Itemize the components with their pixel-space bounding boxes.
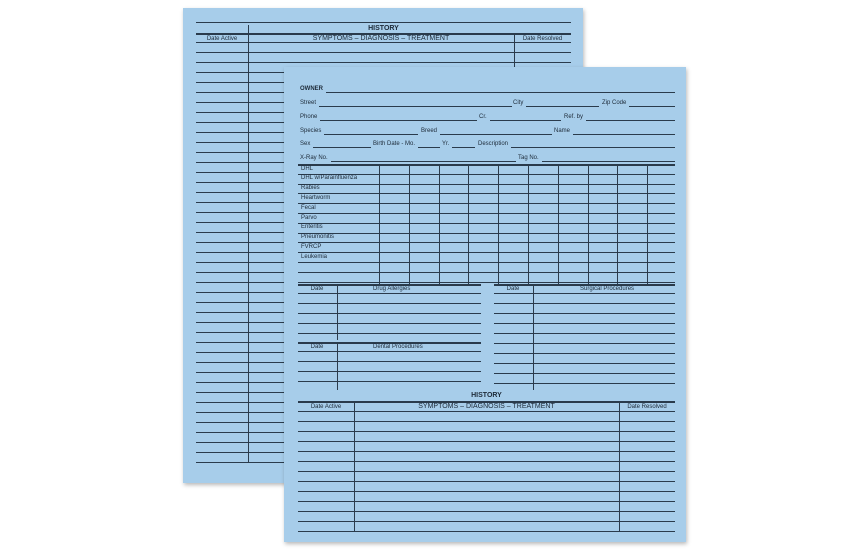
vaccine-date-column <box>409 164 410 284</box>
table-rule <box>298 293 481 294</box>
vaccine-label: DHL <box>301 165 314 172</box>
sex-label: Sex <box>300 141 311 147</box>
xray-label: X-Ray No. <box>300 155 328 161</box>
column-divider <box>248 25 249 462</box>
sex-field[interactable] <box>300 140 371 148</box>
tag-field[interactable] <box>518 154 675 162</box>
front-record-sheet <box>284 67 686 542</box>
vaccine-row-line <box>298 233 675 234</box>
street-label: Street <box>300 100 317 106</box>
surgical-row-line <box>494 323 675 324</box>
symptoms-header: SYMPTOMS – DIAGNOSIS – TREATMENT <box>418 403 555 410</box>
birth-year-label: Yr. <box>442 141 450 147</box>
breed-field[interactable] <box>421 127 552 135</box>
vaccine-label: FVRCP <box>301 243 322 250</box>
vaccine-date-column <box>468 164 469 284</box>
tag-label: Tag No. <box>518 155 539 161</box>
table-rule <box>298 323 481 324</box>
vaccine-date-column <box>617 164 618 284</box>
vaccine-row-line <box>298 262 675 263</box>
species-field[interactable] <box>300 127 418 135</box>
description-field[interactable] <box>478 140 675 148</box>
surgical-row-line <box>494 343 675 344</box>
breed-label: Breed <box>421 128 438 134</box>
vaccine-label: Pneumonitis <box>301 234 335 241</box>
vaccine-label: Rabies <box>301 185 320 192</box>
vaccine-date-column <box>588 164 589 284</box>
vaccine-label: Fecal <box>301 204 316 211</box>
species-label: Species <box>300 128 322 134</box>
surgical-row-line <box>494 313 675 314</box>
surgical-date-header: Date <box>506 286 520 292</box>
vaccine-row-line <box>298 252 675 253</box>
birth-year-field[interactable] <box>442 140 475 148</box>
history-title: HISTORY <box>368 25 399 32</box>
vaccine-date-column <box>558 164 559 284</box>
table-rule <box>298 333 481 334</box>
drug-allergies-title: Drug Allergies <box>373 286 411 292</box>
vaccine-label: Parvo <box>301 214 317 221</box>
vaccine-label: Enteritis <box>301 224 323 231</box>
cr-label: Cr. <box>479 114 487 120</box>
history-table <box>298 391 675 533</box>
column-divider <box>354 401 355 532</box>
vaccine-row-line <box>298 213 675 214</box>
birth-month-field[interactable] <box>373 140 440 148</box>
street-field[interactable] <box>300 99 512 107</box>
dental-title: Dental Procedures <box>373 344 423 350</box>
date-resolved-header: Date Resolved <box>627 404 667 410</box>
name-field[interactable] <box>554 127 675 135</box>
vaccine-date-column <box>528 164 529 284</box>
surgical-row-line <box>494 293 675 294</box>
surgical-row-line <box>494 383 675 384</box>
vaccine-date-column <box>439 164 440 284</box>
surgical-row-line <box>494 303 675 304</box>
column-divider <box>533 284 534 390</box>
vaccine-label: DHL w/Parainfluenza <box>301 175 358 182</box>
owner-field[interactable] <box>300 85 675 93</box>
vaccine-row-line <box>298 203 675 204</box>
history-top-rule <box>196 22 571 23</box>
symptoms-header: SYMPTOMS – DIAGNOSIS – TREATMENT <box>312 35 450 42</box>
dental-date-header: Date <box>310 344 324 350</box>
table-rule <box>298 381 481 382</box>
vaccine-row-line <box>298 193 675 194</box>
surgical-row-line <box>494 353 675 354</box>
dental-procedures-table <box>298 342 481 390</box>
vaccination-grid <box>298 164 675 284</box>
city-label: City <box>513 100 524 106</box>
phone-field[interactable] <box>300 113 477 121</box>
vaccine-date-column <box>647 164 648 284</box>
date-active-header: Date Active <box>310 404 342 410</box>
grid-top-rule <box>298 164 675 166</box>
vaccine-label: Heartworm <box>301 194 331 201</box>
surgical-procedures-table <box>494 284 675 390</box>
column-divider <box>619 401 620 532</box>
drug-allergies-table <box>298 284 481 340</box>
table-rule <box>298 351 481 352</box>
table-rule <box>298 371 481 372</box>
vaccine-date-column <box>379 164 380 284</box>
name-label: Name <box>554 128 571 134</box>
table-rule <box>298 303 481 304</box>
phone-label: Phone <box>300 114 318 120</box>
cr-field[interactable] <box>479 113 561 121</box>
table-rule <box>298 361 481 362</box>
vaccine-row-line <box>298 242 675 243</box>
vaccine-row-line <box>298 184 675 185</box>
drug-allergies-date-header: Date <box>310 286 324 292</box>
surgical-row-line <box>494 373 675 374</box>
ref-by-field[interactable] <box>564 113 675 121</box>
column-divider <box>337 342 338 390</box>
surgical-title: Surgical Procedures <box>580 286 635 292</box>
birth-month-label: Birth Date - Mo. <box>373 141 416 147</box>
xray-field[interactable] <box>300 154 516 162</box>
zip-field[interactable] <box>602 99 675 107</box>
vaccine-row-line <box>298 272 675 273</box>
table-rule <box>298 313 481 314</box>
vaccine-label: Leukemia <box>301 253 328 260</box>
vaccine-date-column <box>498 164 499 284</box>
date-resolved-header: Date Resolved <box>522 36 563 42</box>
surgical-row-line <box>494 333 675 334</box>
surgical-row-line <box>494 363 675 364</box>
owner-label: OWNER <box>300 86 323 92</box>
vaccine-row-line <box>298 282 675 283</box>
ref-by-label: Ref. by <box>564 114 584 120</box>
column-divider <box>337 284 338 340</box>
vaccine-row-line <box>298 223 675 224</box>
history-title: HISTORY <box>471 392 502 399</box>
description-label: Description <box>478 141 509 147</box>
zip-label: Zip Code <box>602 100 627 106</box>
city-field[interactable] <box>513 99 599 107</box>
date-active-header: Date Active <box>206 36 238 42</box>
